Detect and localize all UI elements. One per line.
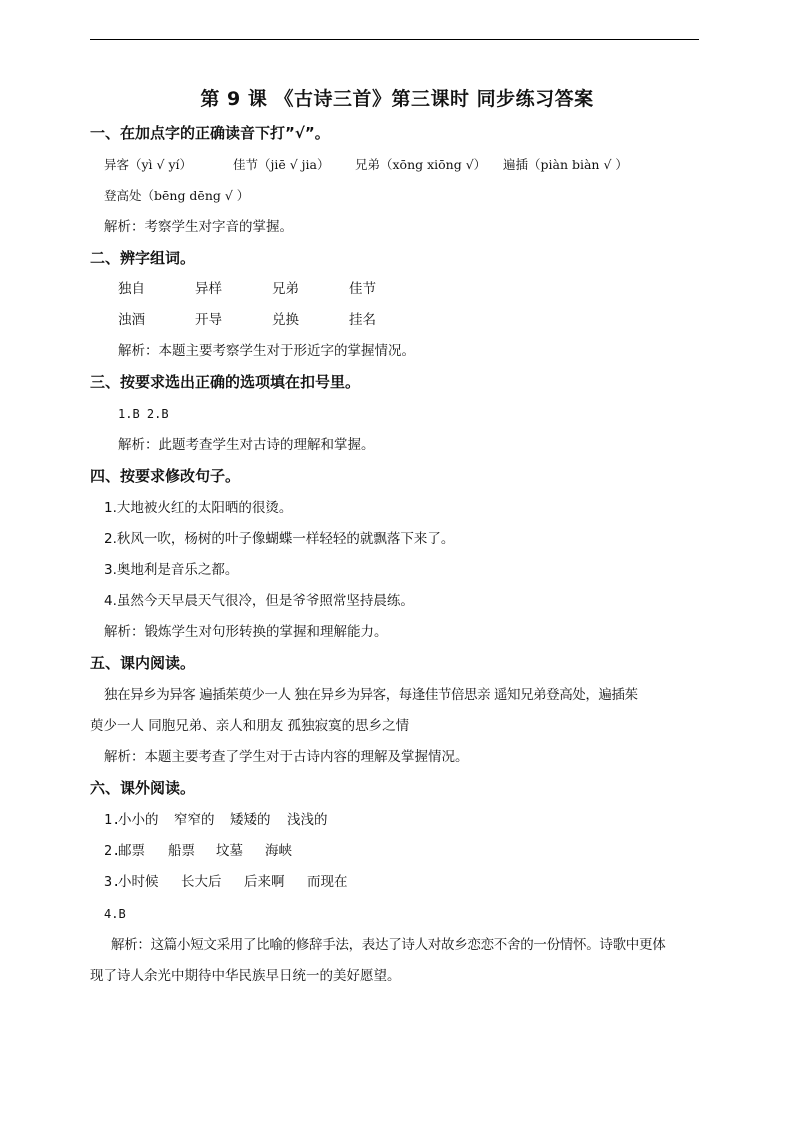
question-number: 3.	[104, 874, 121, 890]
pinyin-item-1: 异客（yì √ yí）	[104, 157, 193, 172]
reading-answer-line-1: 独在异乡为异客 遍插茱萸少一人 独在异乡为异客，每逢佳节倍思亲 遥知兄弟登高处，遍插茱	[104, 687, 638, 703]
section-1-heading: 一、在加点字的正确读音下打”√”。	[90, 124, 330, 142]
sentence-answer-3: 3.奥地利是音乐之都。	[104, 562, 239, 578]
section-1-analysis: 解析：考察学生对字音的掌握。	[104, 219, 293, 235]
answer-word: 小时候	[118, 874, 159, 890]
word-cell: 开导	[195, 312, 222, 328]
answer-word: 矮矮的	[230, 812, 271, 828]
section-5-heading: 五、课内阅读。	[90, 654, 196, 672]
answer-word: 船票	[168, 843, 195, 859]
header-rule	[90, 39, 699, 40]
page-title: 第 9 课 《古诗三首》第三课时 同步练习答案	[200, 88, 594, 110]
section-4-analysis: 解析：锻炼学生对句形转换的掌握和理解能力。	[104, 624, 388, 640]
answer-word: 长大后	[181, 874, 222, 890]
section-2-analysis: 解析：本题主要考察学生对于形近字的掌握情况。	[118, 343, 415, 359]
pinyin-item-5: 登高处（bēng dēng √ ）	[104, 188, 250, 203]
sentence-answer-1: 1.大地被火红的太阳晒的很烫。	[104, 500, 293, 516]
pinyin-item-3: 兄弟（xōng xiōng √）	[355, 157, 487, 172]
section-3-analysis: 解析：此题考查学生对古诗的理解和掌握。	[118, 437, 375, 453]
word-cell: 浊酒	[118, 312, 145, 328]
section-6-analysis-line-1: 解析：这篇小短文采用了比喻的修辞手法，表达了诗人对故乡恋恋不舍的一份情怀。诗歌中更体	[111, 937, 666, 953]
question-number: 2.	[104, 843, 121, 859]
answer-word: 浅浅的	[287, 812, 328, 828]
section-6-heading: 六、课外阅读。	[90, 779, 196, 797]
pinyin-item-4: 遍插（piàn biàn √ ）	[503, 157, 628, 172]
answer-word: 窄窄的	[174, 812, 215, 828]
word-cell: 挂名	[349, 312, 376, 328]
answer-word: 后来啊	[244, 874, 285, 890]
answer-word: 小小的	[118, 812, 159, 828]
reading-answer-line-2: 萸少一人 同胞兄弟、亲人和朋友 孤独寂寞的思乡之情	[90, 718, 410, 734]
answer-word: 海峡	[265, 843, 292, 859]
answer-word: 邮票	[118, 843, 145, 859]
section-3-heading: 三、按要求选出正确的选项填在扣号里。	[90, 373, 361, 391]
word-cell: 佳节	[349, 281, 376, 297]
pinyin-item-2: 佳节（jiē √ jia）	[233, 157, 330, 172]
question-4-answer: 4.B	[104, 907, 126, 921]
answer-word: 而现在	[307, 874, 348, 890]
section-6-analysis-line-2: 现了诗人余光中期待中华民族早日统一的美好愿望。	[90, 968, 401, 984]
sentence-answer-2: 2.秋风一吹，杨树的叶子像蝴蝶一样轻轻的就飘落下来了。	[104, 531, 455, 547]
word-cell: 独自	[118, 281, 145, 297]
answer-word: 坟墓	[216, 843, 243, 859]
question-number: 1.	[104, 812, 121, 828]
sentence-answer-4: 4.虽然今天早晨天气很冷，但是爷爷照常坚持晨练。	[104, 593, 414, 609]
word-cell: 异样	[195, 281, 222, 297]
word-cell: 兑换	[272, 312, 299, 328]
section-4-heading: 四、按要求修改句子。	[90, 467, 241, 485]
section-5-analysis: 解析：本题主要考查了学生对于古诗内容的理解及掌握情况。	[104, 749, 469, 765]
section-2-heading: 二、辨字组词。	[90, 249, 196, 267]
word-cell: 兄弟	[272, 281, 299, 297]
section-3-answers: 1.B 2.B	[118, 407, 169, 421]
